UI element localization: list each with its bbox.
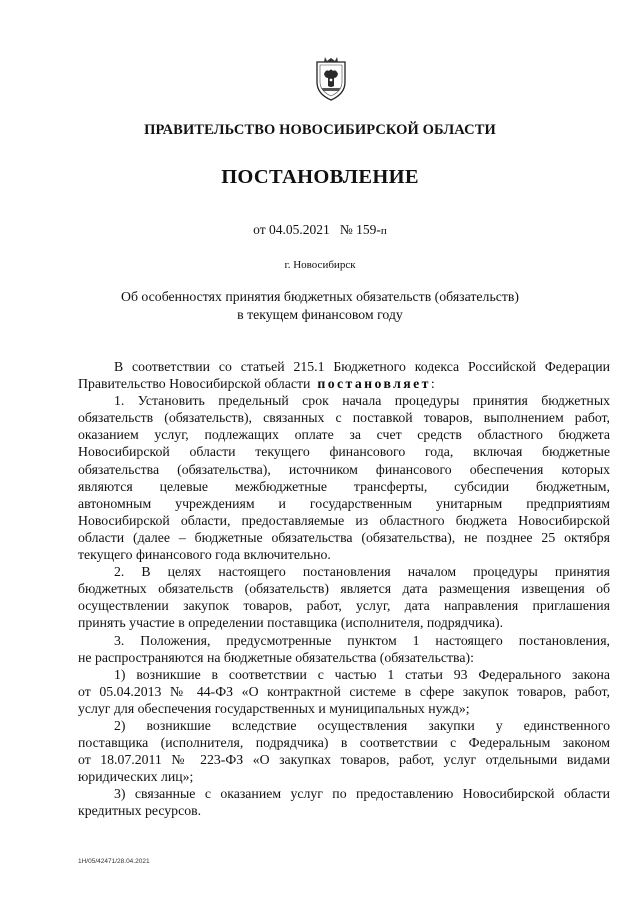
body-line: обязательств (обязательств), связанных с поставкой товаров, выполнением работ, — [78, 410, 610, 426]
body-line: 3) связанные с оказанием услуг по предоставлению Новосибирской области — [114, 786, 610, 802]
body-line: 1. Установить предельный срок начала процедуры принятия бюджетных — [114, 393, 610, 409]
body-line: Правительство Новосибирской области постановляет: — [78, 376, 435, 392]
document-number: № 159- — [339, 222, 381, 237]
body-line: текущего финансового года включительно. — [78, 547, 331, 563]
document-number-suffix: п — [380, 225, 387, 237]
body-line: от 18.07.2011 № 223-ФЗ «О закупках товаров, работ, услуг отдельными видами — [78, 752, 610, 768]
body-line: услуг для обеспечения государственных и муниципальных нужд»; — [78, 700, 470, 716]
body-line: поставщика (исполнителя, подрядчика) в соответствии с Федеральным законом — [78, 735, 610, 751]
body-line: осуществлении закупок товаров, работ, услуг, дата направления приглашения — [78, 598, 610, 614]
body-line: области (далее – бюджетные обязательства (обязательства), не позднее 25 октября — [78, 529, 610, 545]
body-line: являются целевые межбюджетные трансферты, субсидии бюджетным, — [78, 478, 610, 494]
body-line: оказанием услуг, подлежащих оплате за счет средств областного бюджета — [78, 427, 610, 443]
document-body — [78, 358, 610, 820]
body-line: 3. Положения, предусмотренные пунктом 1 настоящего постановления, — [114, 632, 610, 648]
document-city: г. Новосибирск — [284, 259, 356, 271]
body-line: бюджетных обязательств (обязательств) является дата размещения извещения об — [78, 581, 610, 597]
body-line: автономным учреждениям и государственным унитарным предприятиям — [78, 495, 610, 511]
body-line: принять участие в определении поставщика (исполнителя, подрядчика). — [78, 615, 504, 631]
subject-line: в текущем финансовом году — [237, 307, 403, 322]
document-type: ПОСТАНОВЛЕНИЕ — [221, 166, 419, 188]
decree-word: постановляет — [317, 376, 431, 392]
body-line: кредитных ресурсов. — [78, 803, 202, 819]
body-line: юридических лиц»; — [78, 769, 194, 785]
body-line: 2) возникшие вследствие осуществления закупки у единственного — [114, 717, 610, 733]
body-line: от 05.04.2013 № 44-ФЗ «О контрактной системе в сфере закупок товаров, работ, — [78, 683, 610, 699]
body-line: не распространяются на бюджетные обязательства (обязательства): — [78, 649, 474, 665]
body-line: Новосибирской области текущего финансового года, включая бюджетные — [78, 444, 610, 460]
body-line: Новосибирской области, предоставляемые из областного бюджета Новосибирской — [78, 512, 610, 528]
body-line: 2. В целях настоящего постановления началом процедуры принятия — [114, 564, 610, 580]
document-date-number — [0, 222, 640, 238]
body-line: В соответствии со статьей 215.1 Бюджетного кодекса Российской Федерации — [114, 359, 610, 374]
organization-name: ПРАВИТЕЛЬСТВО НОВОСИБИРСКОЙ ОБЛАСТИ — [144, 122, 496, 138]
decree-issuer: Правительство Новосибирской области — [78, 376, 311, 392]
body-line: 1) возникшие в соответствии с частью 1 статьи 93 Федерального закона — [114, 666, 610, 682]
coat-of-arms-emblem — [313, 56, 349, 102]
subject-line: Об особенностях принятия бюджетных обязательств (обязательств) — [121, 289, 519, 304]
document-date: от 04.05.2021 — [253, 222, 330, 237]
registration-number: 1Н/05/42471/28.04.2021 — [78, 858, 150, 865]
document-subject — [0, 288, 640, 324]
body-line: обязательства (обязательства), источником финансового обеспечения которых — [78, 461, 610, 477]
